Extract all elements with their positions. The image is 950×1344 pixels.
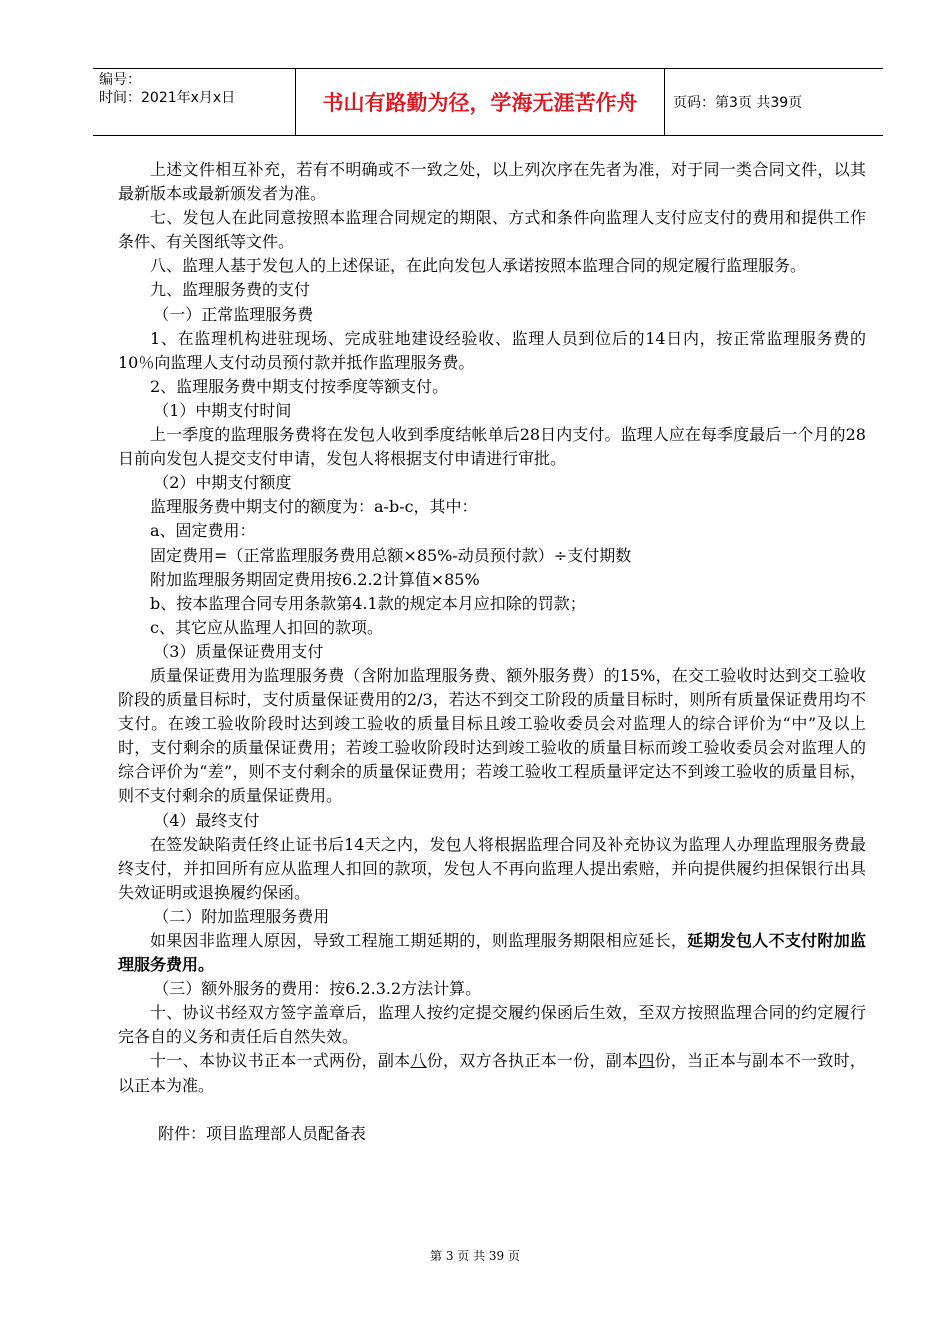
- clause-10: 十、协议书经双方签字盖章后，监理人按约定提交履约保函后生效，至双方按照监理合同的约定履行完各自的义务和责任后自然失效。: [118, 1003, 866, 1047]
- text-run: 份，当正本与副本不一致时，以正本为准。: [118, 1051, 866, 1095]
- paragraph: 上一季度的监理服务费将在发包人收到季度结帐单后28日内支付。监理人应在每季度最后一个月的28日前向发包人提交支付申请，发包人将根据支付申请进行审批。: [118, 425, 866, 469]
- clause-11: [118, 1049, 866, 1097]
- paragraph: c、其它应从监理人扣回的款项。: [150, 617, 383, 637]
- paragraph: 2、监理服务费中期支付按季度等额支付。: [150, 376, 449, 396]
- sub-heading: （1）中期支付时间: [153, 400, 292, 420]
- underlined-text: 八: [410, 1051, 427, 1071]
- paragraph: [118, 929, 866, 977]
- underlined-text: 四: [638, 1051, 655, 1071]
- text-run: 如果因非监理人原因，导致工程施工期延期的，则监理服务期限相应延长，: [150, 931, 688, 950]
- formula: 固定费用=（正常监理服务费用总额×85%-动员预付款）÷支付期数: [150, 545, 632, 565]
- paragraph: a、固定费用：: [150, 521, 256, 541]
- section-heading: （一）正常监理服务费: [153, 304, 314, 324]
- bold-text: 延期发包人不支付附加监理服务费用。: [118, 931, 866, 975]
- clause-9-heading: 九、监理服务费的支付: [150, 280, 311, 300]
- text-run: 十一、本协议书正本一式两份，副本: [150, 1051, 411, 1071]
- paragraph: 上述文件相互补充，若有不明确或不一致之处，以上列次序在先者为准，对于同一类合同文件，以其最新版本或最新颁发者为准。: [118, 160, 866, 204]
- sub-heading: （4）最终支付: [153, 810, 260, 830]
- paragraph: 质量保证费用为监理服务费（含附加监理服务费、额外服务费）的15%，在交工验收时达到交工验收阶段的质量目标时，支付质量保证费用的2/3，若达不到交工阶段的质量目标时，则所有质量保证费用均不支付。在竣工验收阶段时达到竣工验收的质量目标且竣工验收委员会对监理人的综合评价为“中”及以上时，支付剩余的质量保证费用；若竣工验收阶段时达到竣工验收的质量目标而竣工验收委员会对监理人的综合评价为“差”，则不支付剩余的质量保证费用；若竣工验收工程质量评定达不到竣工验收的质量目标，则不支付剩余的质量保证费用。: [118, 665, 866, 806]
- clause-8: 八、监理人基于发包人的上述保证，在此向发包人承诺按照本监理合同的规定履行监理服务。: [150, 256, 807, 276]
- section-heading: （二）附加监理服务费用: [153, 906, 330, 926]
- document-date: 时间：2021年x月x日: [99, 90, 236, 106]
- paragraph: b、按本监理合同专用条款第4.1款的规定本月应扣除的罚款；: [150, 593, 586, 613]
- header-motto: 书山有路勤为径，学海无涯苦作舟: [295, 69, 665, 135]
- page-footer: 第 3 页 共 39 页: [430, 1249, 520, 1263]
- spacer: [118, 1098, 866, 1122]
- document-body: [118, 158, 866, 1146]
- paragraph: 1、在监理机构进驻现场、完成驻地建设经验收、监理人员到位后的14日内，按正常监理服务费的10％向监理人支付动员预付款并抵作监理服务费。: [118, 328, 866, 372]
- header-page-number: 页码：第3页 共39页: [673, 95, 803, 111]
- document-number: 编号：: [99, 72, 141, 88]
- paragraph: 附加监理服务期固定费用按6.2.2计算值×85%: [150, 569, 480, 589]
- sub-heading: （3）质量保证费用支付: [153, 641, 324, 661]
- section-heading: （三）额外服务的费用：按6.2.3.2方法计算。: [153, 979, 482, 999]
- clause-7: 七、发包人在此同意按照本监理合同规定的期限、方式和条件向监理人支付应支付的费用和提供工作条件、有关图纸等文件。: [118, 208, 866, 252]
- header-info: [93, 69, 295, 135]
- text-run: 份，双方各执正本一份，副本: [426, 1051, 639, 1071]
- paragraph: 监理服务费中期支付的额度为：a-b-c，其中：: [150, 497, 478, 517]
- attachment-note: 附件：项目监理部人员配备表: [158, 1123, 367, 1143]
- sub-heading: （2）中期支付额度: [153, 473, 292, 493]
- page-header: [93, 68, 883, 136]
- paragraph: 在签发缺陷责任终止证书后14天之内，发包人将根据监理合同及补充协议为监理人办理监理服务费最终支付，并扣回所有应从监理人扣回的款项，发包人不再向监理人提出索赔，并向提供履约担保银行出具失效证明或退换履约保函。: [118, 834, 866, 902]
